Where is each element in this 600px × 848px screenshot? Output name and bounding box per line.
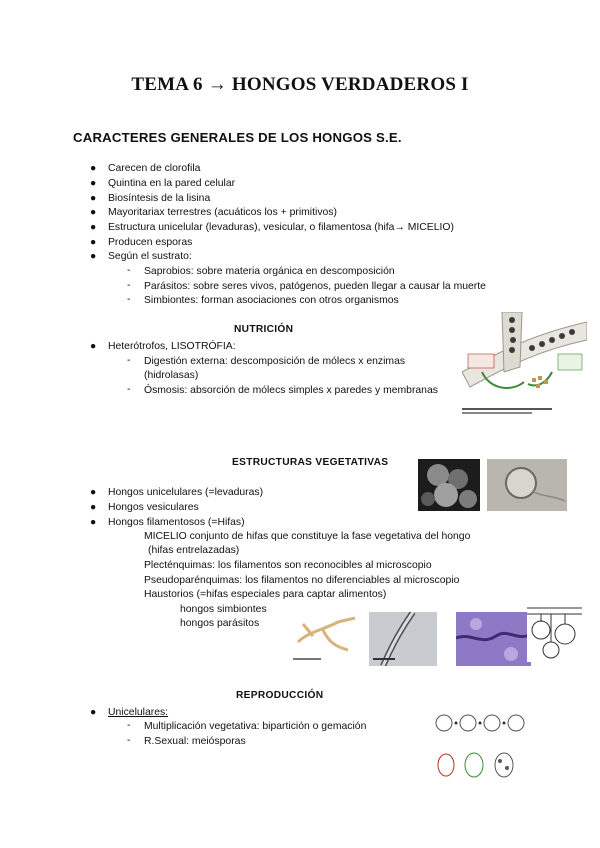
bullet-icon: ● — [90, 517, 97, 528]
dash-icon: - — [127, 384, 131, 395]
hyphae-drawing — [293, 612, 363, 666]
sub-list-item: Saprobios: sobre materia orgánica en descomposición — [144, 266, 395, 277]
section-heading-reproduction: REPRODUCCIÓN — [236, 690, 324, 701]
section-heading-nutrition: NUTRICIÓN — [234, 324, 294, 335]
dash-icon: - — [127, 265, 131, 276]
bullet-icon: ● — [90, 237, 97, 248]
sub-list-item: R.Sexual: meiósporas — [144, 736, 246, 747]
detail-text: Pseudoparénquimas: los filamentos no diferenciables al microscopio — [144, 575, 460, 586]
sub-list-item: (hidrolasas) — [144, 370, 199, 381]
bullet-icon: ● — [90, 222, 97, 233]
list-item: Unicelulares: — [108, 707, 169, 718]
sexual-reproduction-diagram — [434, 748, 530, 782]
pseudoparenchyma-micrograph — [456, 612, 531, 666]
sub-list-item: Parásitos: sobre seres vivos, patógenos, pueden llegar a causar la muerte — [144, 281, 486, 292]
list-item: Hongos vesiculares — [108, 502, 199, 513]
list-item: Quintina en la pared celular — [108, 178, 236, 189]
bullet-icon: ● — [90, 251, 97, 262]
list-item: Carecen de clorofila — [108, 163, 201, 174]
budding-diagram — [432, 708, 532, 738]
sub-list-item: Multiplicación vegetativa: bipartición o gemación — [144, 721, 367, 732]
section-heading-vegetative: ESTRUCTURAS VEGETATIVAS — [232, 457, 389, 468]
detail-text: MICELIO conjunto de hifas que constituye la fase vegetativa del hongo — [144, 531, 471, 542]
sub-list-item: Simbiontes: forman asociaciones con otros organismos — [144, 295, 399, 306]
dash-icon: - — [127, 720, 131, 731]
bullet-icon: ● — [90, 502, 97, 513]
dash-icon: - — [127, 355, 131, 366]
list-item: Hongos filamentosos (=Hifas) — [108, 517, 245, 528]
detail-text: Haustorios (=hifas especiales para captar alimentos) — [144, 589, 387, 600]
sub-list-item: Digestión externa: descomposición de mólecs x enzimas — [144, 356, 406, 367]
bullet-icon: ● — [90, 193, 97, 204]
list-item: Según el sustrato: — [108, 251, 192, 262]
list-item: Biosíntesis de la lisina — [108, 193, 211, 204]
bullet-icon: ● — [90, 178, 97, 189]
bullet-icon: ● — [90, 163, 97, 174]
yeast-micrograph — [418, 459, 480, 511]
list-item: Mayoritariax terrestres (acuáticos los + primitivos) — [108, 207, 337, 218]
sub-list-item: Ósmosis: absorción de mólecs simples x paredes y membranas — [144, 385, 438, 396]
detail-text: Plecténquimas: los filamentos son reconocibles al microscopio — [144, 560, 432, 571]
section-heading-general: CARACTERES GENERALES DE LOS HONGOS S.E. — [73, 130, 402, 145]
detail-text: hongos parásitos — [180, 618, 260, 629]
list-item: Hongos unicelulares (=levaduras) — [108, 487, 264, 498]
detail-text: hongos simbiontes — [180, 604, 267, 615]
dash-icon: - — [127, 735, 131, 746]
septate-hypha-micrograph — [369, 612, 437, 666]
bullet-icon: ● — [90, 341, 97, 352]
dash-icon: - — [127, 294, 131, 305]
hypha-digestion-diagram — [462, 312, 587, 417]
list-item: Heterótrofos, LISOTRÓFIA: — [108, 341, 236, 352]
dash-icon: - — [127, 280, 131, 291]
haustoria-drawing — [527, 600, 582, 662]
list-item: Estructura unicelular (levaduras), vesicular, o filamentosa (hifa→ MICELIO) — [108, 222, 454, 233]
bullet-icon: ● — [90, 707, 97, 718]
list-item: Producen esporas — [108, 237, 193, 248]
bullet-icon: ● — [90, 487, 97, 498]
detail-text: (hifas entrelazadas) — [148, 545, 240, 556]
page-title: TEMA 6 → HONGOS VERDADEROS I — [131, 74, 469, 95]
bullet-icon: ● — [90, 207, 97, 218]
vesicular-fungus-micrograph — [487, 459, 567, 511]
